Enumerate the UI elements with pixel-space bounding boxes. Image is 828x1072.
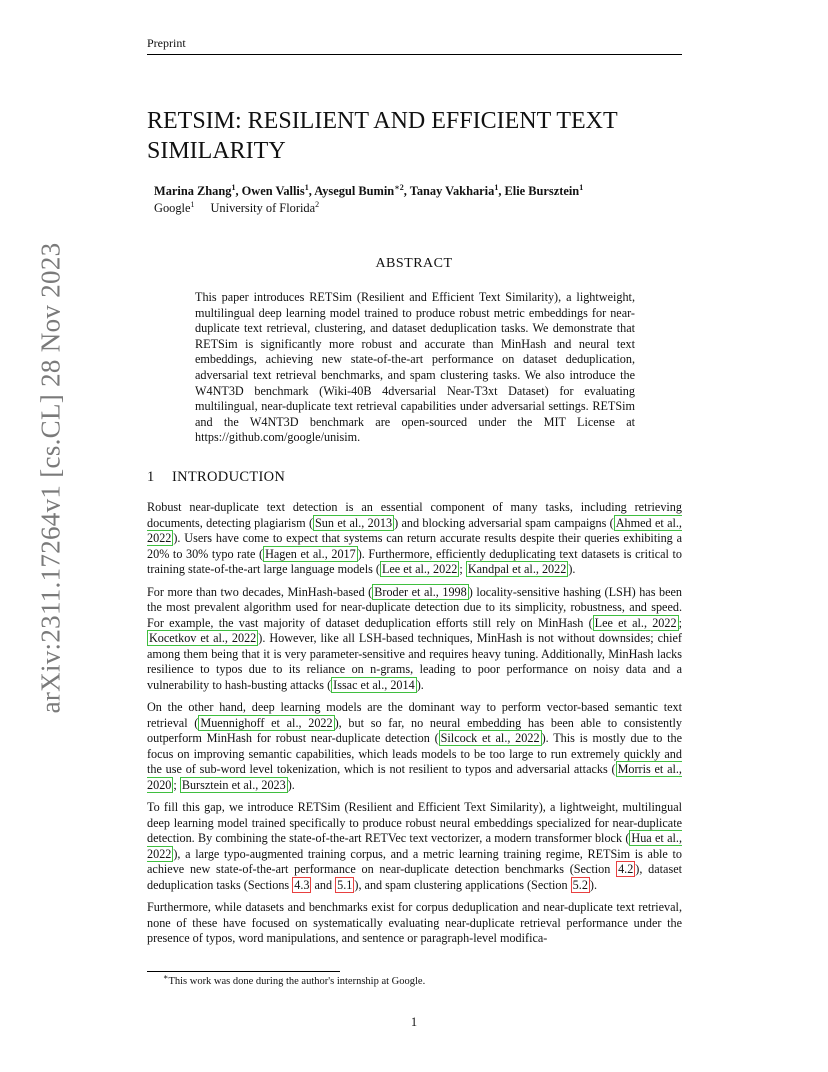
citation-link[interactable]: Hagen et al., 2017 xyxy=(265,546,356,561)
citation-link[interactable]: Ahmed et al., 2022 xyxy=(147,515,682,545)
section-title: INTRODUCTION xyxy=(172,469,286,485)
section-ref-link[interactable]: 5.1 xyxy=(337,877,353,892)
citation-link[interactable]: Silcock et al., 2022 xyxy=(440,731,540,745)
author-name: Owen Vallis xyxy=(241,184,305,198)
text-run: ). However, like all LSH-based techniques, MinHash is not without downsides; chief among them being that it is very parameter-sensitive and requires heavy tuning. Additionally, MinHash lacks resilience to typos due to its reliance on n-grams, leading to poor performance on noisy data and a vulnerability to hash-busting attacks ( xyxy=(147,631,682,692)
affiliation-name: University of Florida xyxy=(210,201,316,215)
section-ref-link[interactable]: 5.2 xyxy=(572,877,588,892)
text-run: ; xyxy=(173,777,180,792)
author-mark: 1 xyxy=(579,182,584,192)
footnote-rule xyxy=(147,971,340,972)
paragraph xyxy=(147,700,682,793)
text-run: To fill this gap, we introduce RETSim (Resilient and Efficient Text Similarity), a lightweight, multilingual deep learning model trained specifically to produce robust neural embeddings specialized for near-duplicate detection. By combining the state-of-the-art RETVec text vectorizer, a modern transformer block ( xyxy=(147,800,682,845)
abstract-text: This paper introduces RETSim (Resilient and Efficient Text Similarity), a lightweight, multilingual deep learning model trained to produce robust metric embeddings for near-duplicate text retrieval, clustering, and dataset deduplication tasks. We demonstrate that RETSim is significantly more robust and accurate than MinHash and neural text embeddings, achieving new state-of-the-art performance on dataset deduplication, adversarial text retrieval benchmarks, and spam clustering tasks. We also introduce the W4NT3D benchmark (Wiki-40B 4dversarial Near-T3xt Dataset) for evaluating multilingual, near-duplicate text retrieval capabilities under adversarial settings. RETSim and the W4NT3D benchmark are open-sourced under the MIT License at https://github.com/google/unisim. xyxy=(195,290,635,445)
paragraph xyxy=(147,800,682,893)
text-run: ). xyxy=(287,777,295,792)
section-heading xyxy=(147,469,285,486)
text-run: ). This is mostly due to the focus on improving semantic capabilities, which leads models to be too large to run extremely quickly and the use of sub-word level tokenization, which is not resilient to typos and adversarial attacks ( xyxy=(147,731,682,776)
text-run: ), a large typo-augmented training corpus, and a metric learning training regime, RETSim is able to achieve new state-of-the-art performance on near-duplicate detection benchmarks (Section xyxy=(147,846,682,876)
text-run: Furthermore, while datasets and benchmarks exist for corpus deduplication and near-duplicate text retrieval, none of these have focused on systematically evaluating near-duplicate retrieval performance under the presence of typos, word manipulations, and sentence or paragraph-level modifica- xyxy=(147,900,682,945)
title-line-2: SIMILARITY xyxy=(147,138,286,164)
citation-link[interactable]: Broder et al., 1998 xyxy=(374,584,467,599)
affiliation-mark: 2 xyxy=(315,199,320,209)
paragraph xyxy=(147,585,682,694)
text-run: ) and blocking adversarial spam campaigns ( xyxy=(394,515,614,530)
text-run: ), but so far, no neural embedding has been able to consistently outperform MinHash for robust near-duplicate detection ( xyxy=(147,715,682,745)
arxiv-stamp-text: arXiv:2311.17264v1 [cs.CL] 28 Nov 2023 xyxy=(35,242,66,714)
citation-link[interactable]: Muennighoff et al., 2022 xyxy=(200,715,333,730)
citation-link[interactable]: Hua et al., 2022 xyxy=(147,831,682,861)
paragraph xyxy=(147,900,682,947)
text-run: and xyxy=(311,877,336,892)
section-number: 1 xyxy=(147,469,155,485)
citation-link[interactable]: Lee et al., 2022 xyxy=(594,615,677,630)
section-ref-link[interactable]: 4.2 xyxy=(618,862,634,876)
author-mark: ∗2 xyxy=(394,182,404,192)
paragraph xyxy=(147,500,682,578)
footnote xyxy=(163,972,426,987)
text-run: ; xyxy=(459,562,466,576)
text-run: For more than two decades, MinHash-based ( xyxy=(147,584,373,599)
author-mark: 1 xyxy=(231,182,236,192)
affiliation-name: Google xyxy=(154,201,191,215)
text-run: ). Furthermore, efficiently deduplicating text datasets is critical to training state-of-the-art large language models ( xyxy=(147,546,682,576)
citation-link[interactable]: Morris et al., 2020 xyxy=(147,762,682,792)
affiliation-list xyxy=(154,200,319,216)
author-mark: 1 xyxy=(494,182,499,192)
citation-link[interactable]: Sun et al., 2013 xyxy=(315,515,393,530)
author-list: Marina Zhang$^1$, Owen Vallis$^1$, Aysegul Bumin$^{∗2}$, Tanay Vakharia$^1$, Elie Bursztein$^1$ xyxy=(154,182,584,198)
footnote-text: This work was done during the author's internship at Google. xyxy=(168,976,426,987)
text-run: ). xyxy=(416,677,424,692)
body-text xyxy=(147,500,682,954)
text-run: ), and spam clustering applications (Section xyxy=(354,877,571,892)
text-run: ). xyxy=(589,877,598,892)
text-run: ). Users have come to expect that systems can return accurate results despite their queries exhibiting a 20% to 30% typo rate ( xyxy=(147,531,682,561)
paper-title xyxy=(147,106,667,166)
text-run: ). xyxy=(568,562,576,576)
citation-link[interactable]: Bursztein et al., 2023 xyxy=(181,777,286,792)
text-run: ) locality-sensitive hashing (LSH) has been the most prevalent algorithm used for near-duplicate detection due to its simplicity, robustness, and speed. For example, the vast majority of dataset deduplication efforts still rely on MinHash ( xyxy=(147,584,682,630)
author-name: Marina Zhang xyxy=(154,184,232,198)
text-run: Robust near-duplicate text detection is an essential component of many tasks, including retrieving documents, detecting plagiarism ( xyxy=(147,500,682,530)
text-run: ), dataset deduplication tasks (Sections xyxy=(147,862,682,892)
abstract-heading: ABSTRACT xyxy=(375,256,453,271)
footnote-mark: ∗ xyxy=(163,972,169,982)
citation-link[interactable]: Issac et al., 2014 xyxy=(333,677,415,692)
author-name: Elie Bursztein xyxy=(504,184,580,198)
citation-link[interactable]: Lee et al., 2022 xyxy=(381,562,458,576)
section-ref-link[interactable]: 4.3 xyxy=(294,877,310,892)
citation-link[interactable]: Kandpal et al., 2022 xyxy=(467,562,567,576)
author-name: Aysegul Bumin xyxy=(314,184,395,198)
author-mark: 1 xyxy=(304,182,309,192)
author-name: Tanay Vakharia xyxy=(409,184,495,198)
affiliation-mark: 1 xyxy=(190,199,195,209)
running-head: Preprint xyxy=(147,36,682,55)
text-run: On the other hand, deep learning models are the dominant way to perform vector-based semantic text retrieval ( xyxy=(147,700,682,730)
title-line-1: RETSIM: RESILIENT AND EFFICIENT TEXT xyxy=(147,108,618,134)
page-number: 1 xyxy=(410,1015,418,1029)
text-run: ; xyxy=(678,615,682,630)
citation-link[interactable]: Kocetkov et al., 2022 xyxy=(149,631,257,645)
